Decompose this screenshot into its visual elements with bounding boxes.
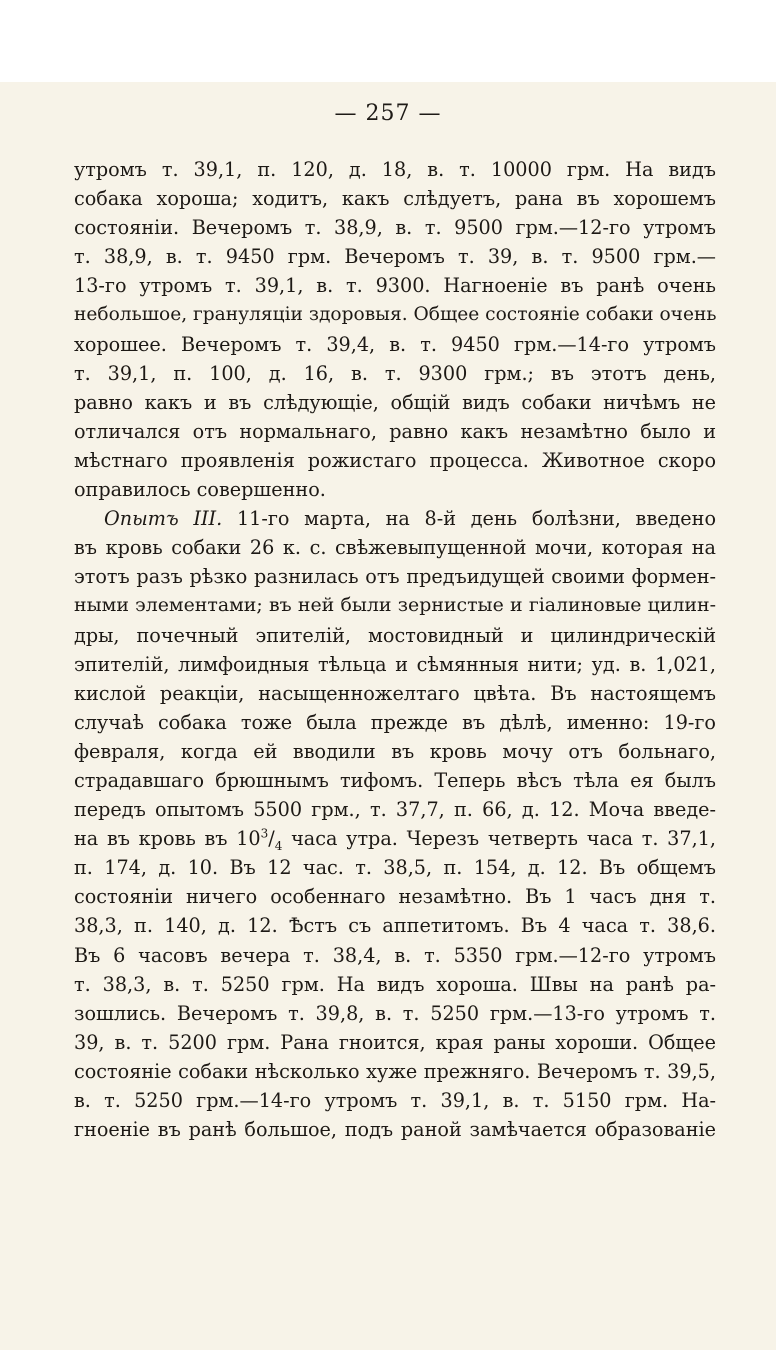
text-line: 38,3, п. 140, д. 12. Ѣстъ съ аппетитомъ. Въ 4 часа т. 38,6. (74, 914, 716, 938)
scan-top-margin (0, 0, 776, 82)
text-line: случаѣ собака тоже была прежде въ дѣлѣ, именно: 19-го (74, 710, 716, 734)
text-line: эпителій, лимфоидныя тѣльца и сѣмянныя нити; уд. в. 1,021, (74, 652, 716, 676)
text-line: собака хороша; ходитъ, какъ слѣдуетъ, рана въ хорошемъ (74, 187, 716, 211)
text-line: Въ 6 часовъ вечера т. 38,4, в. т. 5350 грм.—12-го утромъ (74, 943, 716, 967)
text-line: хорошее. Вечеромъ т. 39,4, в. т. 9450 грм.—14-го утромъ (74, 332, 716, 356)
text-line: т. 39,1, п. 100, д. 16, в. т. 9300 грм.; въ этотъ день, (74, 361, 716, 385)
text-line: небольшое, грануляціи здоровыя. Общее состояніе собаки очень (74, 304, 717, 326)
experiment-heading-line (74, 504, 716, 533)
page-number: — 257 — (334, 101, 442, 126)
fraction-denominator: 4 (274, 838, 283, 853)
text-line: равно какъ и въ слѣдующіе, общій видъ собаки ничѣмъ не (74, 390, 716, 414)
text-line: февраля, когда ей вводили въ кровь мочу отъ больнаго, (74, 739, 716, 763)
text-line: оправилось совершенно. (74, 478, 326, 502)
text-line: зошлись. Вечеромъ т. 39,8, в. т. 5250 грм.—13-го утромъ т. (74, 1001, 716, 1025)
text-line: ными элементами; въ ней были зернистые и гіалиновые цилин- (74, 594, 716, 617)
text-segment: 11-го марта, на 8-й день болѣзни, введено (236, 507, 716, 531)
text-line: п. 174, д. 10. Въ 12 час. т. 38,5, п. 154, д. 12. Въ общемъ (74, 856, 716, 880)
text-line: утромъ т. 39,1, п. 120, д. 18, в. т. 10000 грм. На видъ (74, 158, 716, 181)
dose-line: на въ кровь въ $10^3/_4$ часа утра. Черезъ четверть часа т. 37,1, (74, 826, 716, 853)
text-line: страдавшаго брюшнымъ тифомъ. Теперь вѣсъ тѣла ея былъ (74, 768, 716, 792)
text-line: в. т. 5250 грм.—14-го утромъ т. 39,1, в. т. 5150 грм. На- (74, 1089, 716, 1112)
text-line: мѣстнаго проявленія рожистаго процесса. Животное скоро (74, 448, 716, 472)
text-line: передъ опытомъ 5500 грм., т. 37,7, п. 66, д. 12. Моча введе- (74, 798, 716, 822)
text-line: 39, в. т. 5200 грм. Рана гноится, края раны хороши. Общее (74, 1030, 716, 1054)
text-segment: часа утра. Черезъ четверть часа т. 37,1, (282, 827, 716, 851)
text-line: т. 38,3, в. т. 5250 грм. На видъ хороша. Швы на ранѣ ра- (74, 972, 716, 996)
text-line: въ кровь собаки 26 к. с. свѣжевыпущенной мочи, которая на (74, 536, 716, 560)
text-line: дры, почечный эпителій, мостовидный и цилиндрическій (74, 623, 716, 647)
text-line: 13-го утромъ т. 39,1, в. т. 9300. Нагноеніе въ ранѣ очень (74, 274, 716, 298)
text-line: этотъ разъ рѣзко разнилась отъ предъидущей своими формен- (74, 565, 716, 589)
text-segment: на въ кровь въ 10 (74, 827, 261, 851)
text-line: кислой реакціи, насыщенножелтаго цвѣта. Въ настоящемъ (74, 681, 716, 705)
text-line: гноеніе въ ранѣ большое, подъ раной замѣчается образованіе (74, 1118, 716, 1142)
body-text (74, 155, 716, 1144)
text-line: отличался отъ нормальнаго, равно какъ незамѣтно было и (74, 419, 716, 443)
fraction-numerator: 3 (260, 826, 269, 841)
text-line: состояніи ничего особеннаго незамѣтно. Въ 1 часъ дня т. (74, 885, 716, 909)
text-line: состояніе собаки нѣсколько хуже прежняго. Вечеромъ т. 39,5, (74, 1059, 716, 1083)
text-line: состояніи. Вечеромъ т. 38,9, в. т. 9500 грм.—12-го утромъ (74, 216, 716, 240)
experiment-label: Опытъ III. (104, 507, 223, 531)
text-line: т. 38,9, в. т. 9450 грм. Вечеромъ т. 39, в. т. 9500 грм.— (74, 245, 716, 269)
